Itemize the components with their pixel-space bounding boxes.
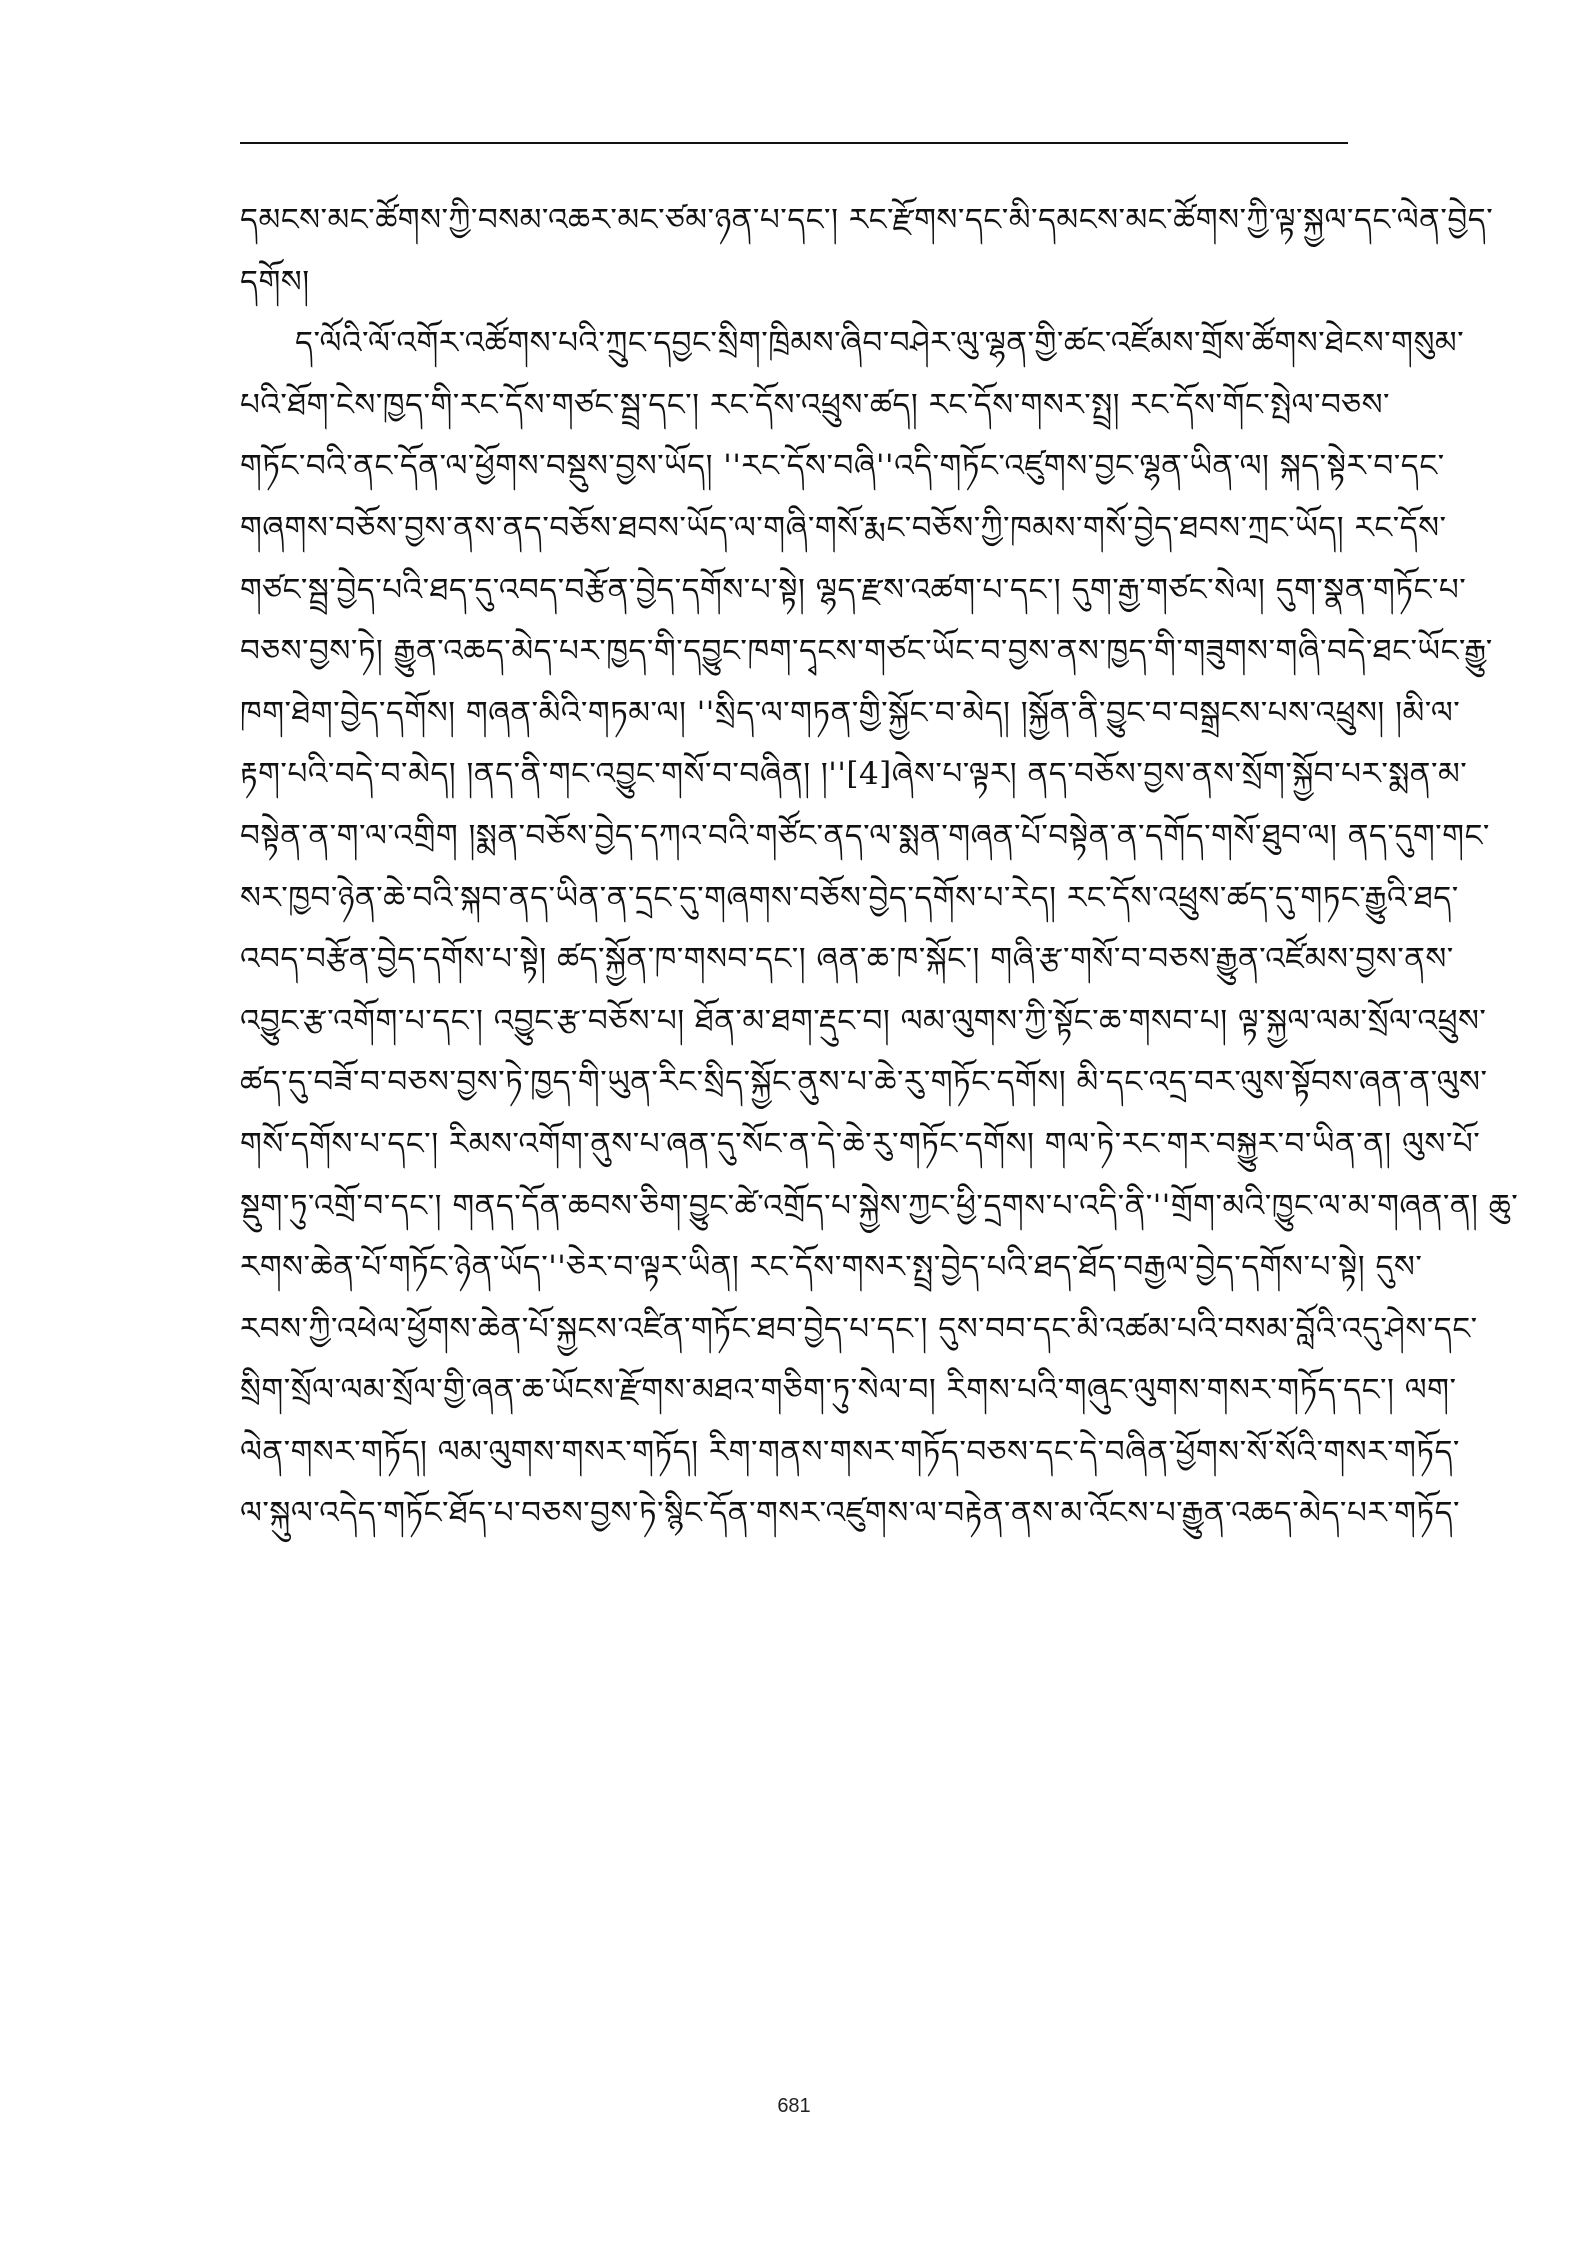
text-line: སྡུག་ཏུ་འགྲོ་བ་དང་། གནད་དོན་ཆབས་ཅིག་བྱུང་ཚེ་འགྲོད་པ་སྐྱེས་ཀྱང་ཕྱི་དྲགས་པ་འདི་ནི་''གྲོག་མའི་ཁྱུང་ལ་མ་གཞན་ན། ཆུ་ bbox=[240, 1187, 1519, 1224]
text-line: ལེན་གསར་གཏོད། ལམ་ལུགས་གསར་གཏོད། རིག་གནས་གསར་གཏོད་བཅས་དང་དེ་བཞིན་ཕྱོགས་སོ་སོའི་གསར་གཏོད་ bbox=[240, 1433, 1460, 1470]
header-rule bbox=[240, 142, 1348, 144]
text-line: གསོ་དགོས་པ་དང་། རིམས་འགོག་ནུས་པ་ཞན་དུ་སོང་ན་དེ་ཆེ་རུ་གཏོང་དགོས། གལ་ཏེ་རང་གར་བསྐྱུར་བ་ཡིན་ན། ལུས་པོ་ bbox=[240, 1125, 1481, 1162]
text-line: སར་ཁྱབ་ཉེན་ཆེ་བའི་སྐབ་ནད་ཡིན་ན་དྲང་དུ་གཞགས་བཅོས་བྱེད་དགོས་པ་རེད། རང་དོས་འཕྲུས་ཚད་དུ་གཏང་རྒྱུའི་ཐད་ bbox=[240, 879, 1459, 916]
text-line: གཞགས་བཅོས་བྱས་ནས་ནད་བཅོས་ཐབས་ཡོད་ལ་གཞི་གསོ་རྨང་བཅོས་ཀྱི་ཁམས་གསོ་བྱེད་ཐབས་ཀྲང་ཡོད། རང་དོས་ bbox=[240, 509, 1447, 546]
body-text bbox=[240, 190, 1519, 1607]
text-line: ཁག་ཐེག་བྱེད་དགོས། གཞན་མིའི་གཏམ་ལ། ''སྲིད་ལ་གཏན་གྱི་སྐྱོང་བ་མེད། །སྐྱོན་ནི་བྱུང་བ་བསྒྲངས་པས་འཕྲུས། །མི་ལ་ bbox=[240, 694, 1461, 731]
text-line: པའི་ཐོག་ངེས་ཁྱད་གི་རང་དོས་གཙང་སྦྲ་དང་། རང་དོས་འཕྲུས་ཚད། རང་དོས་གསར་སྤྲ། རང་དོས་གོང་སྤེལ་བཅས་ bbox=[240, 386, 1391, 423]
text-line: འབྱུང་རྩ་འགོག་པ་དང་། འབྱུང་རྩ་བཅོས་པ། ཐོན་མ་ཐག་རྡུང་བ། ལམ་ལུགས་ཀྱི་སྟོང་ཆ་གསབ་པ། ལྟ་སྐྱལ་ལམ་སྲོལ་འཕྲུས་ bbox=[240, 1002, 1487, 1039]
text-line: རབས་ཀྱི་འཕེལ་ཕྱོགས་ཆེན་པོ་སྐྱངས་འཛིན་གཏོང་ཐབ་བྱེད་པ་དང་། དུས་བབ་དང་མི་འཚམ་པའི་བསམ་བློའི་འདུ་ཤེས་དང་ bbox=[240, 1310, 1478, 1347]
text-line: བཅས་བྱས་ཏེ། རྒྱུན་འཆད་མེད་པར་ཁྱད་གི་དབྱུང་ཁག་དྭངས་གཙང་ཡོང་བ་བྱས་ནས་ཁྱད་གི་གཟུགས་གཞི་བདེ་ཐང་ཡོང་རྒྱུ་ bbox=[240, 633, 1493, 670]
text-line: རགས་ཆེན་པོ་གཏོང་ཉེན་ཡོད་''ཅེར་བ་ལྟར་ཡིན། རང་དོས་གསར་སྤྲ་བྱེད་པའི་ཐད་ཐོད་བརྒྱལ་བྱེད་དགོས་པ་སྟེ། དུས་ bbox=[240, 1249, 1423, 1286]
text-line: ཚད་དུ་བཟོ་བ་བཅས་བྱས་ཏེ་ཁྱད་གི་ཡུན་རིང་སྲིད་སྐྱོང་ནུས་པ་ཆེ་རུ་གཏོང་དགོས། མི་དང་འདྲ་བར་ལུས་སྟོབས་ཞན་ན་ལུས་ bbox=[240, 1064, 1488, 1101]
text-line: སྲིག་སྲོལ་ལམ་སྲོལ་གྱི་ཞན་ཆ་ཡོངས་རྫོགས་མཐའ་གཅིག་ཏུ་སེལ་བ། རིགས་པའི་གཞུང་ལུགས་གསར་གཏོད་དང་། ལག་ bbox=[240, 1372, 1457, 1409]
paragraph-first-line: ད་ལོའི་ལོ་འགོར་འཚོགས་པའི་ཀྲུང་དབྱང་སྲིག་ཁྲིམས་ཞིབ་བཤེར་ལུ་ལྷན་གྱི་ཚང་འཛོམས་གྲོས་ཚོགས་ཐེངས་གསུམ་ bbox=[295, 325, 1465, 362]
text-line: གཏོང་བའི་ནང་དོན་ལ་ཕྱོགས་བསྡུས་བྱས་ཡོད། ''རང་དོས་བཞི''འདི་གཏོང་འཛུགས་བྱང་ལྷན་ཡིན་ལ། སྐད་སྟེར་བ་དང་ bbox=[240, 448, 1445, 485]
page-number: 681 bbox=[777, 2095, 811, 2117]
text-line: དམངས་མང་ཚོགས་ཀྱི་བསམ་འཆར་མང་ཙམ་ཉན་པ་དང་། རང་རྫོགས་དང་མི་དམངས་མང་ཚོགས་ཀྱི་ལྟ་སྐྱལ་དང་ལེན་བྱེད་ bbox=[240, 202, 1494, 238]
text-line: ལ་སྐུལ་འདེད་གཏོང་ཐོད་པ་བཅས་བྱས་ཏེ་སྙིང་དོན་གསར་འཛུགས་ལ་བརྟེན་ནས་མ་འོངས་པ་རྒྱུན་འཆད་མེད་པར་གཏོད་ bbox=[240, 1495, 1461, 1532]
text-line: དགོས། bbox=[240, 263, 310, 300]
text-line: རྟག་པའི་བདེ་བ་མེད། །ནད་ནི་གང་འབྱུང་གསོ་བ་བཞིན། །''[4]ཞེས་པ་ལྟར། ནད་བཅོས་བྱས་ནས་སྲོག་སྐྱོབ་པར་སྨན་མ་ bbox=[240, 756, 1468, 793]
text-line: བསྟེན་ན་ག་ལ་འགྲིག །སྨན་བཅོས་བྱེད་དཀའ་བའི་གཙོང་ནད་ལ་སྨན་གཞན་པོ་བསྟེན་ན་དགོད་གསོ་ཐུབ་ལ། ནད་དུག་གང་ bbox=[240, 817, 1490, 854]
text-line: འབད་བརྩོན་བྱེད་དགོས་པ་སྟེ། ཚད་སྐྱོན་ཁ་གསབ་དང་། ཞན་ཆ་ཁ་སྐོང་། གཞི་རྩ་གསོ་བ་བཅས་རྒྱུན་འཛོམས་བྱས་ནས་ bbox=[240, 941, 1454, 978]
text-line bbox=[240, 1545, 1348, 1607]
text-line: གཙང་སྦྲ་བྱེད་པའི་ཐད་དུ་འབད་བརྩོན་བྱེད་དགོས་པ་སྟེ། ལྷད་རྫས་འཚག་པ་དང་། དུག་རྒྱ་གཙང་སེལ། དུག་སྣན་གཏོང་པ་ bbox=[240, 571, 1467, 608]
